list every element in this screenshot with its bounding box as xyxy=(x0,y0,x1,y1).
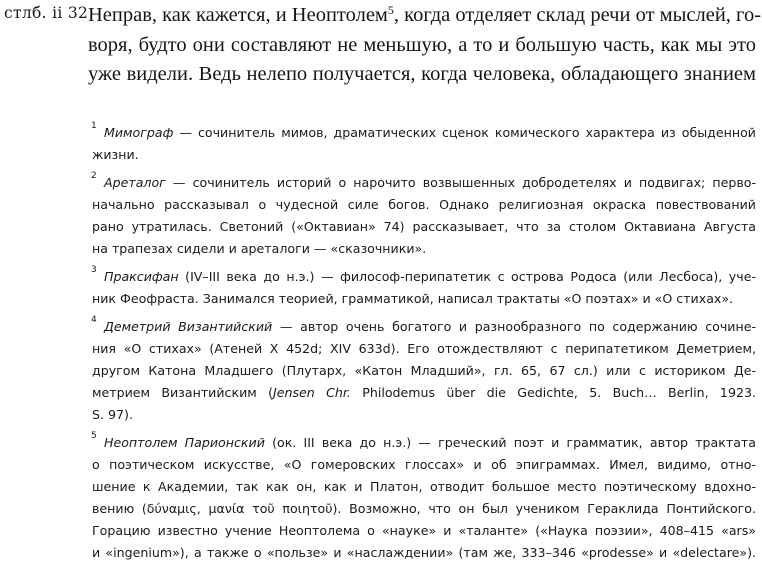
main-text-line-3: уже видели. Ведь нелепо получается, когда человека, обладающего знанием xyxy=(88,63,756,85)
footnote-number: 1 xyxy=(91,121,97,131)
footnote-line xyxy=(92,382,756,404)
footnote-line: S. 97). xyxy=(92,407,133,422)
footnote-text: метрием Византийским ( xyxy=(92,385,274,400)
footnote-line: жизни. xyxy=(92,147,139,162)
main-text-line-2: воря, будто они составляют не меньшую, а то и большую часть, как мы это xyxy=(88,33,756,56)
column-reference: стлб. ii 32 xyxy=(4,4,89,22)
footnote-line: рано утратилась. Светоний («Октавиан» 74) рассказывает, что за столом Октавиана Августа xyxy=(92,219,756,234)
citation-author: Jensen Chr. xyxy=(273,385,351,400)
footnote-number: 3 xyxy=(91,265,97,275)
footnote-1 xyxy=(92,122,756,166)
footnote-line: на трапезах сидели и ареталоги — «сказочники». xyxy=(92,241,427,256)
footnote-text: Philodemus über die Gedichte, 5. Buch… Berlin, 1923. xyxy=(350,385,756,400)
footnote-line: другом Катона Младшего (Плутарх, «Катон Младший», гл. 65, 67 сл.) или с историком Де- xyxy=(92,363,756,378)
footnote-number: 5 xyxy=(91,431,97,441)
footnote-line: вению (δύναμις, μανία τοῦ ποιητοῦ). Возможно, что он был учеником Гераклида Понтийского. xyxy=(92,501,756,516)
footnote-line xyxy=(92,432,756,454)
footnote-line xyxy=(92,266,756,288)
main-text xyxy=(88,1,762,90)
footnote-number: 2 xyxy=(91,171,97,181)
main-text-line-1 xyxy=(88,1,762,31)
footnote-line: о поэтическом искусстве, «О гомеровских глоссах» и об эпиграммах. Имел, видимо, отно- xyxy=(92,457,756,472)
footnote-term: Ареталог xyxy=(104,175,166,190)
footnote-line xyxy=(92,172,756,194)
footnote-term: Мимограф xyxy=(104,125,174,140)
footnote-line xyxy=(92,122,756,144)
footnote-text: — автор очень богатого и разнообразного по содержанию сочине- xyxy=(272,319,756,334)
footnote-text: (IV–III века до н.э.) — философ-перипатетик с острова Родоса (или Лесбоса), уче- xyxy=(178,269,756,284)
footnote-line: ния «О стихах» (Атеней X 452d; XIV 633d). Его отождествляют с перипатетиком Деметрием, xyxy=(92,341,756,356)
footnote-text: — сочинитель мимов, драматических сценок комического характера из обыденной xyxy=(173,125,756,140)
main-text-segment: , когда отделяет склад речи от мыслей, го- xyxy=(393,4,762,26)
footnote-text: — сочинитель историй о нарочито возвышенных добродетелях и подвигах; перво- xyxy=(165,175,756,190)
footnote-line: начально рассказывал о чудесной силе богов. Однако религиозная окраска повествований xyxy=(92,197,756,212)
footnote-line: Горацию известно учение Неоптолема о «науке» и «таланте» («Наука поэзии», 408–415 «ars» xyxy=(92,523,756,538)
footnote-line: ник Феофраста. Занимался теорией, грамматикой, написал трактаты «О поэтах» и «О стихах». xyxy=(92,291,734,306)
footnote-ref-5: 5 xyxy=(387,3,394,17)
footnote-5 xyxy=(92,432,756,564)
footnote-3 xyxy=(92,266,756,310)
footnote-text: (ок. III века до н.э.) — греческий поэт и грамматик, автор трактата xyxy=(264,435,756,450)
footnotes xyxy=(92,122,756,570)
footnote-line: шение к Академии, так как он, как и Платон, отводит большое место поэтическому вдохно- xyxy=(92,479,756,494)
footnote-term: Деметрий Византийский xyxy=(104,319,273,334)
footnote-4 xyxy=(92,316,756,426)
footnote-line: и «ingenium»), а также о «пользе» и «наслаждении» (там же, 333–346 «prodesse» и «delectare»). xyxy=(92,545,756,560)
footnote-term: Неоптолем Парионский xyxy=(104,435,265,450)
footnote-line xyxy=(92,316,756,338)
footnote-2 xyxy=(92,172,756,260)
main-text-segment: Неправ, как кажется, и Неоптолем xyxy=(88,4,388,26)
footnote-term: Праксифан xyxy=(104,269,179,284)
footnote-number: 4 xyxy=(91,315,97,325)
